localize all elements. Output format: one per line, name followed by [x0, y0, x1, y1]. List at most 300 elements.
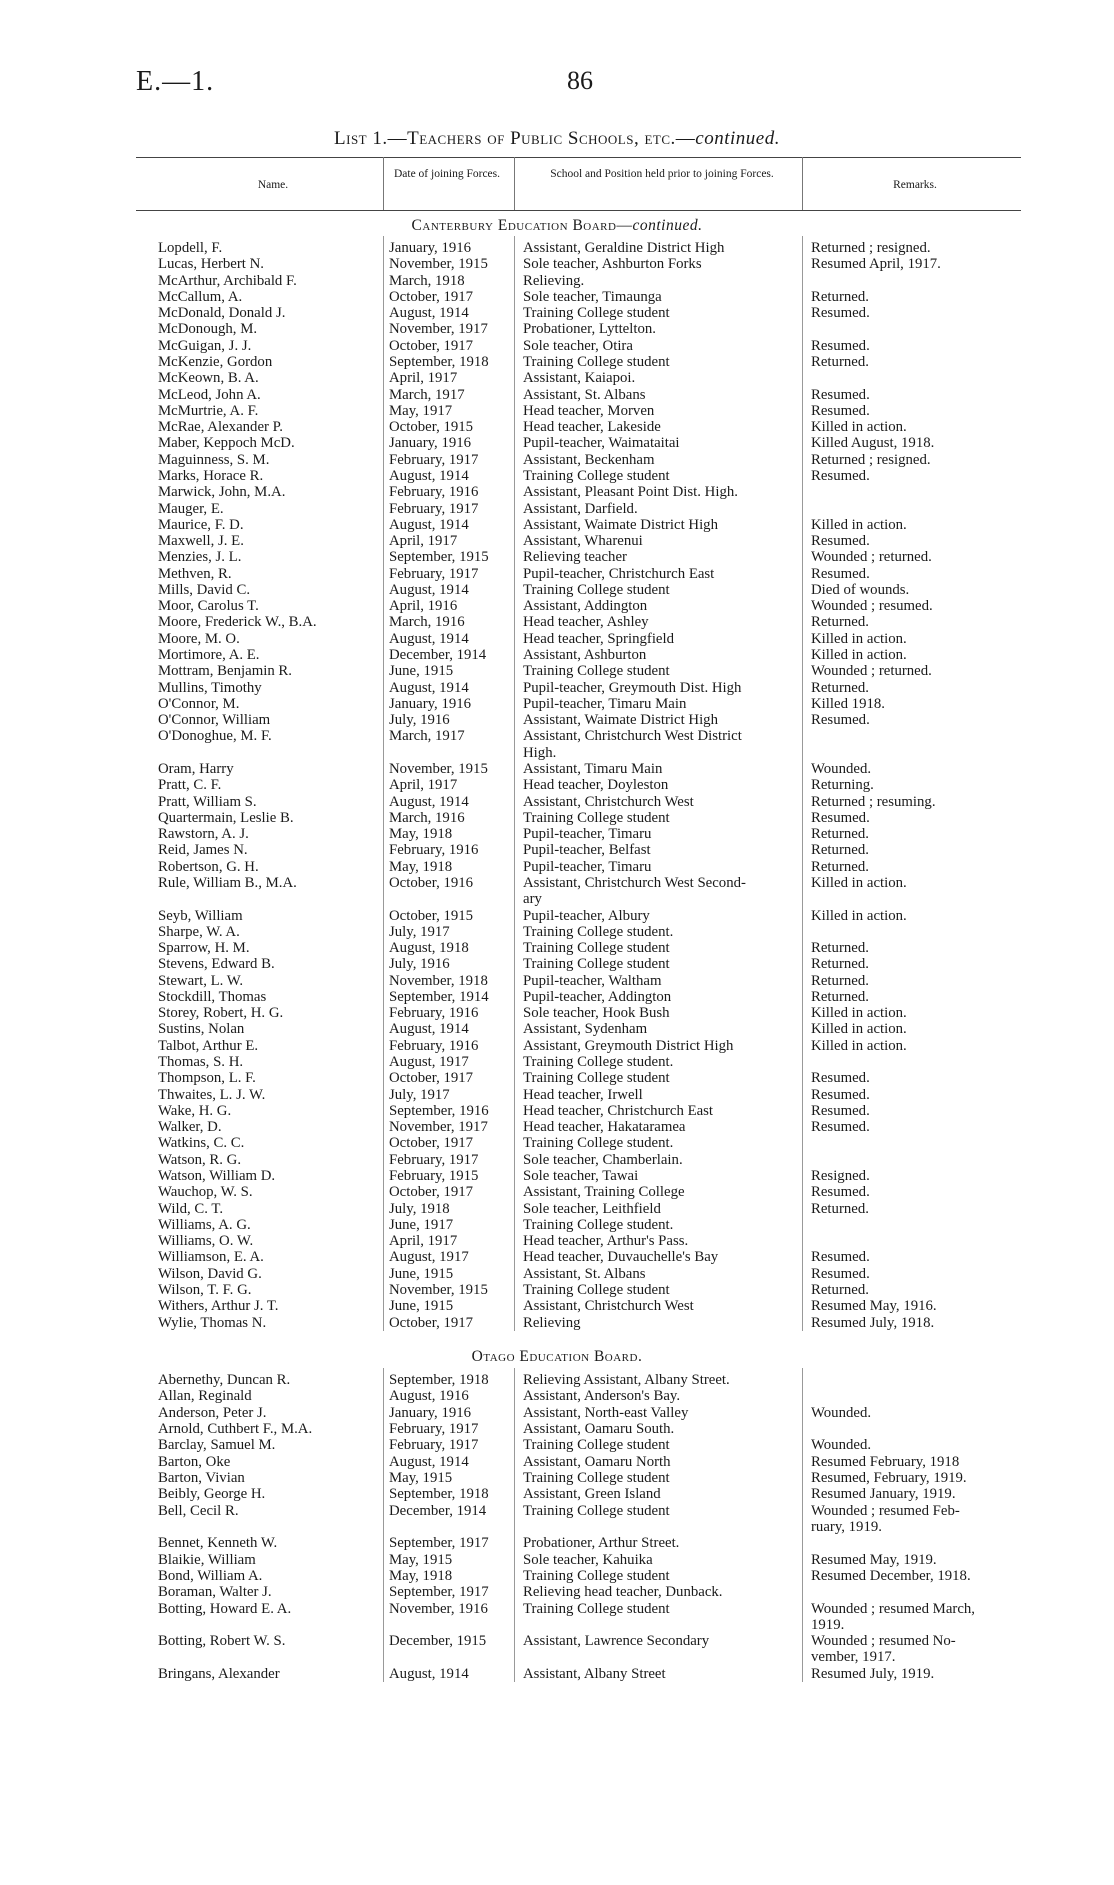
table-row [0, 924, 1114, 940]
date-joined: September, 1918 [389, 1486, 489, 1503]
teacher-name: Sharpe, W. A. [158, 923, 240, 940]
school-position: Head teacher, Ashley [523, 614, 649, 631]
table-row [0, 989, 1114, 1005]
teacher-name: Williams, A. G. [158, 1216, 251, 1233]
date-joined: February, 1917 [389, 1437, 479, 1454]
table-row [0, 810, 1114, 826]
table-row [0, 973, 1114, 989]
table-row [0, 631, 1114, 647]
teacher-name: Marwick, John, M.A. [158, 484, 286, 501]
table-row [0, 1070, 1114, 1086]
date-joined: August, 1914 [389, 516, 469, 533]
teacher-name: Wake, H. G. [158, 1102, 232, 1119]
remarks: Wounded ; resumed No- [811, 1633, 956, 1650]
teacher-name: McDonough, M. [158, 321, 258, 338]
date-joined: September, 1914 [389, 988, 489, 1005]
table-row [0, 484, 1114, 500]
date-joined: January, 1916 [389, 695, 472, 712]
table-row [0, 452, 1114, 468]
school-position: Head teacher, Irwell [523, 1086, 643, 1103]
remarks: Returned. [811, 858, 869, 875]
remarks: Returned. [811, 972, 869, 989]
remarks: Returned ; resigned. [811, 240, 931, 256]
date-joined: May, 1918 [389, 858, 453, 875]
section-continued: continued. [632, 217, 703, 234]
teacher-name: Pratt, William S. [158, 793, 257, 810]
school-position: Pupil-teacher, Addington [523, 988, 672, 1005]
teacher-name: Reid, James N. [158, 842, 248, 859]
school-position: Pupil-teacher, Timaru [523, 858, 652, 875]
date-joined: February, 1916 [389, 1037, 479, 1054]
table-row [0, 566, 1114, 582]
table-row [0, 1233, 1114, 1249]
date-joined: July, 1917 [389, 1086, 450, 1103]
remarks: Killed in action. [811, 647, 907, 663]
school-position: Training College student [523, 581, 670, 598]
table-row [0, 582, 1114, 598]
column-header-name: Name. [257, 179, 289, 191]
date-joined: August, 1917 [389, 1054, 469, 1070]
teacher-name: Bringans, Alexander [158, 1665, 280, 1682]
teacher-name: Bond, William A. [158, 1567, 263, 1584]
remarks: Resumed. [811, 1184, 870, 1201]
date-joined: June, 1915 [389, 663, 454, 680]
teacher-name: Marks, Horace R. [158, 467, 264, 484]
date-joined: February, 1917 [389, 565, 479, 582]
remarks: Resumed January, 1919. [811, 1486, 956, 1503]
teacher-name: Mortimore, A. E. [158, 647, 260, 663]
school-position: Training College student [523, 1600, 670, 1617]
table-row [0, 956, 1114, 972]
table-row [0, 1568, 1114, 1584]
school-position: Training College student [523, 940, 670, 956]
remarks: Resumed. [811, 1086, 870, 1103]
school-position: Assistant, Oamaru South. [523, 1421, 675, 1437]
table-row [0, 240, 1114, 256]
teacher-name: McKeown, B. A. [158, 370, 259, 387]
school-position: Relieving [523, 1314, 581, 1331]
teacher-name: O'Connor, M. [158, 695, 240, 712]
teacher-name: Boraman, Walter J. [158, 1584, 272, 1601]
table-row [0, 826, 1114, 842]
section-title: Canterbury Education Board— [411, 217, 633, 234]
table-row [0, 1103, 1114, 1119]
school-position: Head teacher, Morven [523, 402, 655, 419]
school-position: Assistant, North-east Valley [523, 1404, 689, 1421]
table-row [0, 1601, 1114, 1617]
title-main: List 1.—Teachers of Public Schools, etc.— [334, 128, 696, 149]
table-row [0, 338, 1114, 354]
remarks: Returned. [811, 842, 869, 859]
school-position: Training College student [523, 663, 670, 680]
remarks: Killed 1918. [811, 695, 885, 712]
school-position: Training College student [523, 1469, 670, 1486]
table-row [0, 533, 1114, 549]
date-joined: August, 1918 [389, 940, 469, 956]
teacher-name: Barton, Oke [158, 1453, 231, 1470]
teacher-name: Stockdill, Thomas [158, 988, 267, 1005]
teacher-name: McRae, Alexander P. [158, 419, 283, 436]
school-position: Assistant, Sydenham [523, 1021, 648, 1038]
date-joined: February, 1916 [389, 484, 479, 501]
date-joined: September, 1916 [389, 1102, 489, 1119]
school-position: Training College student [523, 1070, 670, 1087]
table-row [0, 549, 1114, 565]
school-position: Sole teacher, Otira [523, 337, 633, 354]
date-joined: October, 1917 [389, 1314, 474, 1331]
remarks: Resumed July, 1918. [811, 1314, 935, 1331]
school-position: Sole teacher, Hook Bush [523, 1005, 670, 1022]
teacher-name: Watkins, C. C. [158, 1135, 245, 1152]
table-row [0, 517, 1114, 533]
table-row [0, 663, 1114, 679]
date-joined: July, 1916 [389, 712, 450, 729]
remarks: Resumed. [811, 1249, 870, 1266]
teacher-name: Watson, R. G. [158, 1151, 242, 1168]
table-row [0, 1666, 1114, 1682]
column-divider [514, 157, 515, 210]
school-position: Head teacher, Duvauchelle's Bay [523, 1249, 719, 1266]
date-joined: May, 1918 [389, 826, 453, 843]
remarks: Returned. [811, 940, 869, 956]
school-position: Assistant, Greymouth District High [523, 1037, 734, 1054]
table-row [0, 1535, 1114, 1551]
teacher-name: Rawstorn, A. J. [158, 826, 249, 843]
remarks: Killed August, 1918. [811, 435, 935, 452]
teacher-name: McArthur, Archibald F. [158, 272, 297, 289]
table-row [0, 777, 1114, 793]
table-row [0, 891, 1114, 907]
date-joined: December, 1915 [389, 1633, 487, 1650]
date-joined: April, 1917 [389, 777, 458, 794]
column-divider [802, 157, 803, 210]
date-joined: January, 1916 [389, 240, 472, 256]
header-bottom-rule [136, 210, 1021, 211]
remarks: Returned. [811, 956, 869, 973]
date-joined: January, 1916 [389, 1404, 472, 1421]
date-joined: February, 1917 [389, 1421, 479, 1437]
table-row [0, 1633, 1114, 1649]
teacher-name: Arnold, Cuthbert F., M.A. [158, 1421, 313, 1437]
remarks: Returned. [811, 288, 869, 305]
date-joined: October, 1917 [389, 1184, 474, 1201]
teacher-name: Moore, Frederick W., B.A. [158, 614, 317, 631]
remarks: Resumed. [811, 305, 870, 322]
table-row [0, 305, 1114, 321]
teacher-name: Maxwell, J. E. [158, 533, 244, 549]
table-row [0, 501, 1114, 517]
date-joined: September, 1918 [389, 354, 489, 370]
school-position: Training College student. [523, 1135, 674, 1152]
date-joined: November, 1917 [389, 321, 488, 338]
teacher-name: Quartermain, Leslie B. [158, 809, 294, 826]
column-divider [514, 236, 515, 1331]
school-position: Assistant, Geraldine District High [523, 240, 725, 256]
school-position: Sole teacher, Chamberlain. [523, 1151, 683, 1168]
remarks: Killed in action. [811, 516, 907, 533]
teacher-name: Moore, M. O. [158, 630, 240, 647]
teacher-name: Allan, Reginald [158, 1388, 252, 1405]
school-position: Assistant, Waimate District High [523, 516, 718, 533]
teacher-name: McKenzie, Gordon [158, 354, 273, 370]
teacher-name: Watson, William D. [158, 1168, 276, 1184]
school-position: Training College student [523, 1567, 670, 1584]
school-position: Assistant, Green Island [523, 1486, 661, 1503]
date-joined: May, 1917 [389, 402, 453, 419]
table-row [0, 1119, 1114, 1135]
table-row [0, 1617, 1114, 1633]
teacher-name: Mottram, Benjamin R. [158, 663, 292, 680]
date-joined: September, 1917 [389, 1535, 489, 1552]
table-row [0, 1405, 1114, 1421]
school-position: Head teacher, Hakataramea [523, 1119, 686, 1136]
column-header-date: Date of joining Forces. [393, 168, 501, 180]
teacher-name: Williamson, E. A. [158, 1249, 264, 1266]
date-joined: February, 1915 [389, 1168, 479, 1184]
date-joined: March, 1917 [389, 386, 465, 403]
remarks: Resumed. [811, 386, 870, 403]
date-joined: June, 1915 [389, 1298, 454, 1315]
table-row [0, 712, 1114, 728]
school-position: Pupil-teacher, Albury [523, 907, 650, 924]
teacher-name: Wylie, Thomas N. [158, 1314, 267, 1331]
date-joined: August, 1914 [389, 305, 469, 322]
table-row [0, 794, 1114, 810]
date-joined: May, 1915 [389, 1551, 453, 1568]
date-joined: October, 1917 [389, 337, 474, 354]
table-row [0, 1298, 1114, 1314]
teacher-name: Williams, O. W. [158, 1233, 254, 1250]
school-position: Sole teacher, Ashburton Forks [523, 256, 702, 273]
date-joined: November, 1915 [389, 761, 488, 777]
table-row [0, 1038, 1114, 1054]
table-row [0, 1649, 1114, 1665]
page-title [0, 128, 1114, 150]
school-position: Assistant, Kaiapoi. [523, 370, 636, 387]
table-row [0, 1584, 1114, 1600]
teacher-name: Botting, Robert W. S. [158, 1633, 286, 1650]
table-row [0, 1168, 1114, 1184]
teacher-name: Abernethy, Duncan R. [158, 1372, 291, 1388]
school-position: Training College student [523, 354, 670, 370]
table-row [0, 1152, 1114, 1168]
remarks: Returning. [811, 777, 874, 794]
teacher-name: Mauger, E. [158, 500, 224, 517]
teacher-name: Thwaites, L. J. W. [158, 1086, 266, 1103]
date-joined: March, 1917 [389, 728, 465, 745]
table-row [0, 859, 1114, 875]
date-joined: October, 1917 [389, 1070, 474, 1087]
date-joined: April, 1917 [389, 1233, 458, 1250]
table-row [0, 1135, 1114, 1151]
school-position: Training College student. [523, 1054, 674, 1070]
column-header-school: School and Position held prior to joining Forces. [550, 168, 774, 180]
date-joined: April, 1917 [389, 370, 458, 387]
school-position: Assistant, Addington [523, 598, 648, 615]
remarks: Resumed. [811, 809, 870, 826]
remarks: Resumed. [811, 1070, 870, 1087]
school-position: Training College student [523, 1281, 670, 1298]
teacher-name: Talbot, Arthur E. [158, 1037, 259, 1054]
school-position: High. [523, 744, 557, 761]
remarks: Resigned. [811, 1168, 870, 1184]
teacher-name: Bennet, Kenneth W. [158, 1535, 278, 1552]
remarks: Wounded ; resumed Feb- [811, 1502, 960, 1519]
teacher-name: Sparrow, H. M. [158, 940, 250, 956]
table-row [0, 1519, 1114, 1535]
remarks: Returned. [811, 679, 869, 696]
date-joined: October, 1915 [389, 419, 474, 436]
school-position: Training College student [523, 1437, 670, 1454]
remarks: Resumed. [811, 337, 870, 354]
remarks: Returned. [811, 354, 869, 370]
remarks: Killed in action. [811, 1005, 907, 1022]
school-position: Pupil-teacher, Belfast [523, 842, 651, 859]
school-position: Sole teacher, Leithfield [523, 1200, 661, 1217]
school-position: Training College student [523, 809, 670, 826]
remarks: Killed in action. [811, 419, 907, 436]
remarks: Resumed May, 1919. [811, 1551, 937, 1568]
header-top-rule [136, 157, 1021, 158]
teacher-name: Menzies, J. L. [158, 549, 242, 566]
remarks: Killed in action. [811, 1037, 907, 1054]
school-position: Pupil-teacher, Timaru Main [523, 695, 687, 712]
teacher-name: Walker, D. [158, 1119, 222, 1136]
school-position: Assistant, Ashburton [523, 647, 647, 663]
table-row [0, 1388, 1114, 1404]
school-position: Relieving. [523, 272, 585, 289]
school-position: Head teacher, Arthur's Pass. [523, 1233, 689, 1250]
remarks: Resumed. [811, 402, 870, 419]
remarks: Wounded ; returned. [811, 663, 932, 680]
table-row [0, 647, 1114, 663]
school-position: Assistant, Oamaru North [523, 1453, 671, 1470]
table-row [0, 1503, 1114, 1519]
school-position: Assistant, Beckenham [523, 451, 655, 468]
date-joined: March, 1916 [389, 809, 465, 826]
date-joined: November, 1917 [389, 1119, 488, 1136]
remarks: ruary, 1919. [811, 1518, 882, 1535]
date-joined: July, 1918 [389, 1200, 450, 1217]
school-position: Head teacher, Lakeside [523, 419, 661, 436]
date-joined: March, 1916 [389, 614, 465, 631]
table-row [0, 875, 1114, 891]
school-position: Assistant, Timaru Main [523, 761, 663, 777]
teacher-name: O'Donoghue, M. F. [158, 728, 272, 745]
teacher-name: Maber, Keppoch McD. [158, 435, 295, 452]
school-position: Pupil-teacher, Waltham [523, 972, 662, 989]
date-joined: August, 1914 [389, 467, 469, 484]
table-row [0, 1249, 1114, 1265]
teacher-name: Thompson, L. F. [158, 1070, 256, 1087]
column-divider [802, 236, 803, 1331]
table-row [0, 680, 1114, 696]
teacher-name: Bell, Cecil R. [158, 1502, 239, 1519]
table-row [0, 321, 1114, 337]
teacher-name: Storey, Robert, H. G. [158, 1005, 284, 1022]
date-joined: August, 1914 [389, 630, 469, 647]
document-reference: E.—1. [136, 66, 215, 97]
remarks: vember, 1917. [811, 1649, 896, 1666]
remarks: Returned ; resigned. [811, 451, 931, 468]
date-joined: May, 1915 [389, 1469, 453, 1486]
date-joined: November, 1916 [389, 1600, 488, 1617]
remarks: Resumed. [811, 467, 870, 484]
column-header-remarks: Remarks. [893, 179, 937, 191]
date-joined: November, 1918 [389, 972, 488, 989]
date-joined: September, 1915 [389, 549, 489, 566]
remarks: Resumed. [811, 533, 870, 549]
school-position: Assistant, St. Albans [523, 1265, 646, 1282]
school-position: Sole teacher, Timaunga [523, 288, 662, 305]
table-row [0, 403, 1114, 419]
remarks: Returned. [811, 988, 869, 1005]
teacher-name: Lopdell, F. [158, 240, 223, 256]
column-divider [514, 1368, 515, 1682]
table-row [0, 273, 1114, 289]
table-row [0, 1437, 1114, 1453]
table-row [0, 842, 1114, 858]
teacher-name: Sustins, Nolan [158, 1021, 245, 1038]
date-joined: April, 1917 [389, 533, 458, 549]
remarks: Returned. [811, 826, 869, 843]
school-position: Assistant, Albany Street [523, 1665, 666, 1682]
teacher-name: Withers, Arthur J. T. [158, 1298, 279, 1315]
teacher-name: Beibly, George H. [158, 1486, 266, 1503]
school-position: Sole teacher, Tawai [523, 1168, 639, 1184]
section-title: Otago Education Board. [471, 1348, 643, 1365]
school-position: Assistant, Lawrence Secondary [523, 1633, 710, 1650]
remarks: Returned. [811, 1281, 869, 1298]
date-joined: August, 1917 [389, 1249, 469, 1266]
remarks: Resumed, February, 1919. [811, 1469, 967, 1486]
school-position: Assistant, Christchurch West District [523, 728, 742, 745]
date-joined: August, 1914 [389, 1453, 469, 1470]
date-joined: February, 1917 [389, 500, 479, 517]
teacher-name: Methven, R. [158, 565, 232, 582]
remarks: Died of wounds. [811, 581, 910, 598]
school-position: Assistant, Anderson's Bay. [523, 1388, 681, 1405]
remarks: Resumed. [811, 565, 870, 582]
school-position: Probationer, Arthur Street. [523, 1535, 680, 1552]
teacher-name: Mullins, Timothy [158, 679, 262, 696]
table-row [0, 1552, 1114, 1568]
remarks: Wounded. [811, 761, 872, 777]
date-joined: October, 1916 [389, 874, 474, 891]
table-row [0, 761, 1114, 777]
table-row [0, 598, 1114, 614]
school-position: Assistant, Training College [523, 1184, 685, 1201]
date-joined: November, 1915 [389, 256, 488, 273]
date-joined: July, 1917 [389, 923, 450, 940]
table-row [0, 1372, 1114, 1388]
remarks: Resumed. [811, 1102, 870, 1119]
remarks: Returned ; resuming. [811, 793, 936, 810]
remarks: Killed in action. [811, 907, 907, 924]
table-row [0, 1054, 1114, 1070]
table-row [0, 354, 1114, 370]
teacher-name: Moor, Carolus T. [158, 598, 259, 615]
school-position: Relieving Assistant, Albany Street. [523, 1372, 730, 1388]
school-position: Assistant, Darfield. [523, 500, 638, 517]
remarks: Returned. [811, 614, 869, 631]
teacher-name: Wilson, David G. [158, 1265, 262, 1282]
teacher-name: Barclay, Samuel M. [158, 1437, 276, 1454]
school-position: Training College student. [523, 1216, 674, 1233]
remarks: Wounded ; resumed. [811, 598, 933, 615]
date-joined: August, 1914 [389, 1021, 469, 1038]
school-position: Assistant, Pleasant Point Dist. High. [523, 484, 738, 501]
